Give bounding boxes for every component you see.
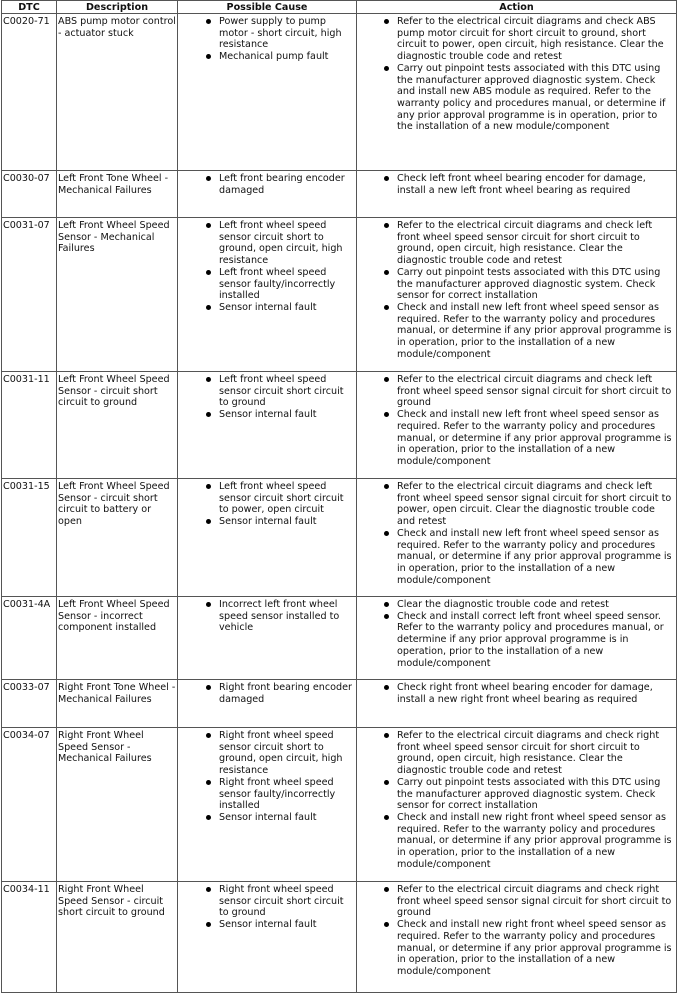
cause-item: Left front wheel speed sensor faulty/incorrectly installed — [219, 267, 355, 302]
action-item: Carry out pinpoint tests associated with this DTC using the manufacturer approved diagnostic system. Check sensor for correct installation — [397, 267, 675, 302]
dtc-code-cell: C0020-71 — [2, 14, 57, 171]
cause-item: Left front wheel speed sensor circuit short circuit to ground — [219, 374, 355, 409]
possible-cause-cell — [178, 372, 357, 479]
table-row — [2, 479, 677, 597]
description-cell: Left Front Wheel Speed Sensor - circuit short circuit to ground — [57, 372, 178, 479]
action-cell — [357, 882, 677, 993]
cause-list — [179, 374, 355, 421]
action-item: Refer to the electrical circuit diagrams and check left front wheel speed sensor circuit for short circuit to ground, open circuit, high resistance. Clear the diagnostic trouble code and retest — [397, 220, 675, 267]
cause-list — [179, 16, 355, 63]
table-row — [2, 171, 677, 218]
cause-item: Sensor internal fault — [219, 302, 355, 314]
possible-cause-cell — [178, 728, 357, 882]
dtc-code-cell: C0031-11 — [2, 372, 57, 479]
action-cell — [357, 218, 677, 372]
possible-cause-cell — [178, 597, 357, 680]
description-cell: Left Front Wheel Speed Sensor - incorrect component installed — [57, 597, 178, 680]
action-item: Refer to the electrical circuit diagrams and check ABS pump motor circuit for short circuit to ground, short circuit to power, open circuit, high resistance. Clear the diagnostic trouble code and retest — [397, 16, 675, 63]
table-row — [2, 597, 677, 680]
action-cell — [357, 680, 677, 728]
cause-item: Right front bearing encoder damaged — [219, 682, 355, 705]
description-cell: Left Front Tone Wheel - Mechanical Failures — [57, 171, 178, 218]
action-cell — [357, 171, 677, 218]
cause-item: Left front bearing encoder damaged — [219, 173, 355, 196]
dtc-code-cell: C0034-11 — [2, 882, 57, 993]
cause-item: Mechanical pump fault — [219, 51, 355, 63]
action-list — [358, 730, 675, 870]
cause-list — [179, 481, 355, 528]
description-cell: Left Front Wheel Speed Sensor - circuit short circuit to battery or open — [57, 479, 178, 597]
cause-list — [179, 173, 355, 196]
action-cell — [357, 372, 677, 479]
action-item: Check and install new left front wheel speed sensor as required. Refer to the warranty policy and procedures manual, or determine if any prior approval programme is in operation, prior to the installation of a new module/component — [397, 528, 675, 587]
possible-cause-cell — [178, 882, 357, 993]
action-item: Check and install new right front wheel speed sensor as required. Refer to the warranty policy and procedures manual, or determine if any prior approval programme is in operation, prior to the installation of a new module/component — [397, 812, 675, 871]
cause-item: Right front wheel speed sensor circuit short to ground, open circuit, high resistance — [219, 730, 355, 777]
description-cell: Left Front Wheel Speed Sensor - Mechanical Failures — [57, 218, 178, 372]
possible-cause-cell — [178, 218, 357, 372]
table-row — [2, 882, 677, 993]
dtc-code-cell: C0033-07 — [2, 680, 57, 728]
action-item: Refer to the electrical circuit diagrams and check left front wheel speed sensor signal circuit for short circuit to ground — [397, 374, 675, 409]
cause-item: Sensor internal fault — [219, 812, 355, 824]
header-row — [2, 1, 677, 14]
possible-cause-cell — [178, 479, 357, 597]
action-list — [358, 682, 675, 705]
header-possible-cause: Possible Cause — [178, 1, 357, 14]
action-list — [358, 884, 675, 978]
description-cell: ABS pump motor control - actuator stuck — [57, 14, 178, 171]
cause-list — [179, 220, 355, 314]
possible-cause-cell — [178, 171, 357, 218]
action-item: Check and install new left front wheel speed sensor as required. Refer to the warranty policy and procedures manual, or determine if any prior approval programme is in operation, prior to the installation of a new module/component — [397, 409, 675, 468]
cause-item: Power supply to pump motor - short circuit, high resistance — [219, 16, 355, 51]
action-item: Carry out pinpoint tests associated with this DTC using the manufacturer approved diagnostic system. Check and install new ABS module as required. Refer to the warranty policy and procedures manual, or determine if any prior approval programme is in operation, prior to the installation of a new module/component — [397, 63, 675, 133]
action-cell — [357, 597, 677, 680]
cause-item: Left front wheel speed sensor circuit short to ground, open circuit, high resistance — [219, 220, 355, 267]
header-description: Description — [57, 1, 178, 14]
action-item: Check and install correct left front wheel speed sensor. Refer to the warranty policy and procedures manual, or determine if any prior approval programme is in operation, prior to the installation of a new module/component — [397, 611, 675, 670]
cause-item: Right front wheel speed sensor faulty/incorrectly installed — [219, 777, 355, 812]
action-cell — [357, 728, 677, 882]
action-item: Refer to the electrical circuit diagrams and check right front wheel speed sensor circuit for short circuit to ground, open circuit, high resistance. Clear the diagnostic trouble code and retest — [397, 730, 675, 777]
action-list — [358, 481, 675, 586]
action-list — [358, 599, 675, 669]
dtc-code-cell: C0030-07 — [2, 171, 57, 218]
possible-cause-cell — [178, 14, 357, 171]
table-row — [2, 728, 677, 882]
cause-item: Sensor internal fault — [219, 409, 355, 421]
possible-cause-cell — [178, 680, 357, 728]
cause-list — [179, 682, 355, 705]
cause-item: Sensor internal fault — [219, 919, 355, 931]
action-item: Refer to the electrical circuit diagrams and check left front wheel speed sensor signal circuit for short circuit to power, open circuit. Clear the diagnostic trouble code and retest — [397, 481, 675, 528]
cause-list — [179, 884, 355, 931]
cause-item: Left front wheel speed sensor circuit short circuit to power, open circuit — [219, 481, 355, 516]
table-row — [2, 372, 677, 479]
cause-item: Right front wheel speed sensor circuit short circuit to ground — [219, 884, 355, 919]
action-cell — [357, 14, 677, 171]
action-item: Check right front wheel bearing encoder for damage, install a new right front wheel bearing as required — [397, 682, 675, 705]
table-body — [2, 14, 677, 993]
description-cell: Right Front Tone Wheel - Mechanical Failures — [57, 680, 178, 728]
action-item: Carry out pinpoint tests associated with this DTC using the manufacturer approved diagnostic system. Check sensor for correct installation — [397, 777, 675, 812]
action-cell — [357, 479, 677, 597]
dtc-code-cell: C0031-07 — [2, 218, 57, 372]
dtc-code-cell: C0034-07 — [2, 728, 57, 882]
cause-list — [179, 599, 355, 634]
dtc-code-cell: C0031-15 — [2, 479, 57, 597]
table-row — [2, 14, 677, 171]
action-list — [358, 220, 675, 360]
cause-item: Incorrect left front wheel speed sensor installed to vehicle — [219, 599, 355, 634]
dtc-table — [1, 0, 677, 993]
action-list — [358, 16, 675, 133]
action-item: Check left front wheel bearing encoder for damage, install a new left front wheel bearing as required — [397, 173, 675, 196]
table-header — [2, 1, 677, 14]
action-item: Check and install new left front wheel speed sensor as required. Refer to the warranty policy and procedures manual, or determine if any prior approval programme is in operation, prior to the installation of a new module/component — [397, 302, 675, 361]
cause-item: Sensor internal fault — [219, 516, 355, 528]
action-item: Clear the diagnostic trouble code and retest — [397, 599, 675, 611]
header-dtc: DTC — [2, 1, 57, 14]
action-item: Refer to the electrical circuit diagrams and check right front wheel speed sensor signal circuit for short circuit to ground — [397, 884, 675, 919]
table-row — [2, 680, 677, 728]
table-row — [2, 218, 677, 372]
action-item: Check and install new right front wheel speed sensor as required. Refer to the warranty policy and procedures manual, or determine if any prior approval programme is in operation, prior to the installation of a new module/component — [397, 919, 675, 978]
dtc-code-cell: C0031-4A — [2, 597, 57, 680]
cause-list — [179, 730, 355, 824]
description-cell: Right Front Wheel Speed Sensor - Mechanical Failures — [57, 728, 178, 882]
description-cell: Right Front Wheel Speed Sensor - circuit short circuit to ground — [57, 882, 178, 993]
action-list — [358, 374, 675, 468]
header-action: Action — [357, 1, 677, 14]
action-list — [358, 173, 675, 196]
